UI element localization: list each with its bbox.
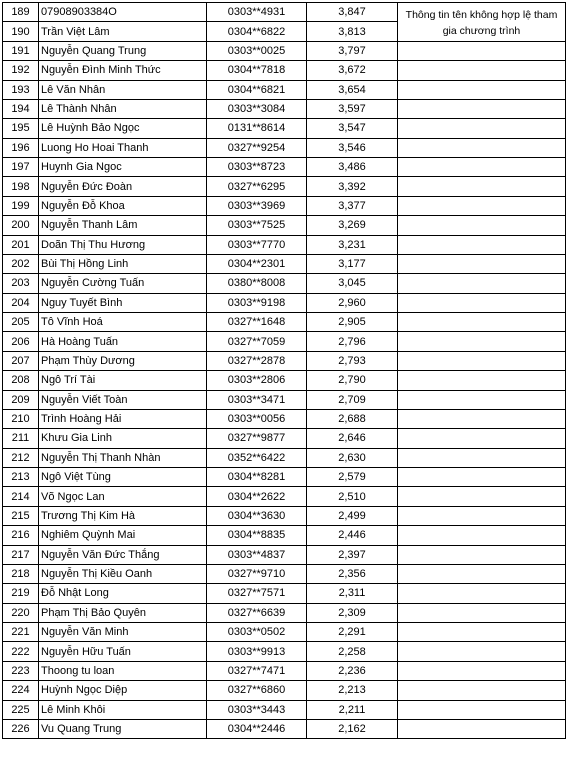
note-cell xyxy=(398,409,566,428)
note-cell xyxy=(398,158,566,177)
score-cell: 2,211 xyxy=(307,700,398,719)
phone-cell: 0131**8614 xyxy=(207,119,307,138)
phone-cell: 0327**6860 xyxy=(207,681,307,700)
note-cell xyxy=(398,545,566,564)
table-row xyxy=(3,99,566,118)
phone-cell: 0327**9877 xyxy=(207,429,307,448)
score-cell: 3,654 xyxy=(307,80,398,99)
score-cell: 2,960 xyxy=(307,293,398,312)
note-cell xyxy=(398,700,566,719)
name-cell: Lê Minh Khôi xyxy=(39,700,207,719)
rank-cell: 220 xyxy=(3,603,39,622)
table-row xyxy=(3,274,566,293)
name-cell: Huynh Gia Ngoc xyxy=(39,158,207,177)
note-cell xyxy=(398,468,566,487)
score-cell: 2,579 xyxy=(307,468,398,487)
score-cell: 3,547 xyxy=(307,119,398,138)
table-row xyxy=(3,3,566,22)
ranking-table xyxy=(2,2,566,739)
table-row xyxy=(3,468,566,487)
rank-cell: 211 xyxy=(3,429,39,448)
phone-cell: 0327**9710 xyxy=(207,564,307,583)
phone-cell: 0303**0056 xyxy=(207,409,307,428)
phone-cell: 0327**7571 xyxy=(207,584,307,603)
rank-cell: 201 xyxy=(3,235,39,254)
note-cell xyxy=(398,623,566,642)
note-cell xyxy=(398,506,566,525)
name-cell: Tô Vĩnh Hoá xyxy=(39,313,207,332)
phone-cell: 0327**2878 xyxy=(207,351,307,370)
table-row xyxy=(3,293,566,312)
name-cell: Nguyễn Thị Thanh Nhàn xyxy=(39,448,207,467)
table-row xyxy=(3,526,566,545)
score-cell: 2,446 xyxy=(307,526,398,545)
note-cell xyxy=(398,642,566,661)
name-cell: Trần Việt Lâm xyxy=(39,22,207,41)
note-cell xyxy=(398,564,566,583)
table-row xyxy=(3,409,566,428)
name-cell: Hà Hoàng Tuấn xyxy=(39,332,207,351)
name-cell: Nguyễn Đỗ Khoa xyxy=(39,196,207,215)
name-cell: Bùi Thị Hồng Linh xyxy=(39,254,207,273)
score-cell: 2,796 xyxy=(307,332,398,351)
note-cell xyxy=(398,661,566,680)
rank-cell: 223 xyxy=(3,661,39,680)
name-cell: Nguyễn Đức Đoàn xyxy=(39,177,207,196)
name-cell: Thoong tu loan xyxy=(39,661,207,680)
table-row xyxy=(3,564,566,583)
score-cell: 3,597 xyxy=(307,99,398,118)
name-cell: Nguyễn Thị Kiều Oanh xyxy=(39,564,207,583)
name-cell: Phạm Thị Bảo Quyên xyxy=(39,603,207,622)
rank-cell: 193 xyxy=(3,80,39,99)
rank-cell: 205 xyxy=(3,313,39,332)
score-cell: 2,790 xyxy=(307,371,398,390)
phone-cell: 0303**0025 xyxy=(207,41,307,60)
rank-cell: 217 xyxy=(3,545,39,564)
rank-cell: 208 xyxy=(3,371,39,390)
rank-cell: 219 xyxy=(3,584,39,603)
table-row xyxy=(3,80,566,99)
phone-cell: 0303**8723 xyxy=(207,158,307,177)
rank-cell: 204 xyxy=(3,293,39,312)
phone-cell: 0327**7471 xyxy=(207,661,307,680)
note-cell xyxy=(398,332,566,351)
table-row xyxy=(3,119,566,138)
note-cell xyxy=(398,526,566,545)
phone-cell: 0380**8008 xyxy=(207,274,307,293)
note-cell xyxy=(398,487,566,506)
table-row xyxy=(3,506,566,525)
phone-cell: 0304**7818 xyxy=(207,61,307,80)
phone-cell: 0304**6822 xyxy=(207,22,307,41)
note-cell xyxy=(398,681,566,700)
score-cell: 3,269 xyxy=(307,216,398,235)
phone-cell: 0303**0502 xyxy=(207,623,307,642)
rank-cell: 226 xyxy=(3,719,39,738)
note-cell xyxy=(398,371,566,390)
score-cell: 2,309 xyxy=(307,603,398,622)
invalid-info-note: Thông tin tên không hợp lệ tham gia chương trình xyxy=(398,3,566,42)
score-cell: 2,258 xyxy=(307,642,398,661)
table-row xyxy=(3,448,566,467)
table-row xyxy=(3,254,566,273)
table-row xyxy=(3,681,566,700)
name-cell: 07908903384O xyxy=(39,3,207,22)
name-cell: Luong Ho Hoai Thanh xyxy=(39,138,207,157)
table-row xyxy=(3,603,566,622)
phone-cell: 0303**4931 xyxy=(207,3,307,22)
phone-cell: 0327**6639 xyxy=(207,603,307,622)
score-cell: 3,546 xyxy=(307,138,398,157)
name-cell: Trình Hoàng Hải xyxy=(39,409,207,428)
table-row xyxy=(3,545,566,564)
rank-cell: 198 xyxy=(3,177,39,196)
note-cell xyxy=(398,196,566,215)
note-cell xyxy=(398,61,566,80)
rank-cell: 207 xyxy=(3,351,39,370)
phone-cell: 0304**8281 xyxy=(207,468,307,487)
table-row xyxy=(3,390,566,409)
table-row xyxy=(3,584,566,603)
phone-cell: 0304**8835 xyxy=(207,526,307,545)
rank-cell: 209 xyxy=(3,390,39,409)
name-cell: Nguyễn Văn Minh xyxy=(39,623,207,642)
note-cell xyxy=(398,390,566,409)
name-cell: Nguyễn Hữu Tuấn xyxy=(39,642,207,661)
phone-cell: 0327**9254 xyxy=(207,138,307,157)
rank-cell: 216 xyxy=(3,526,39,545)
name-cell: Đỗ Nhật Long xyxy=(39,584,207,603)
name-cell: Võ Ngọc Lan xyxy=(39,487,207,506)
phone-cell: 0327**6295 xyxy=(207,177,307,196)
rank-cell: 196 xyxy=(3,138,39,157)
note-cell xyxy=(398,429,566,448)
phone-cell: 0304**3630 xyxy=(207,506,307,525)
name-cell: Nghiêm Quỳnh Mai xyxy=(39,526,207,545)
phone-cell: 0303**9913 xyxy=(207,642,307,661)
rank-cell: 199 xyxy=(3,196,39,215)
phone-cell: 0303**7525 xyxy=(207,216,307,235)
score-cell: 2,646 xyxy=(307,429,398,448)
rank-cell: 215 xyxy=(3,506,39,525)
phone-cell: 0304**2301 xyxy=(207,254,307,273)
rank-cell: 225 xyxy=(3,700,39,719)
note-cell xyxy=(398,41,566,60)
score-cell: 2,356 xyxy=(307,564,398,583)
phone-cell: 0303**3084 xyxy=(207,99,307,118)
table-row xyxy=(3,138,566,157)
name-cell: Nguyễn Viết Toàn xyxy=(39,390,207,409)
score-cell: 3,231 xyxy=(307,235,398,254)
name-cell: Doãn Thị Thu Hương xyxy=(39,235,207,254)
phone-cell: 0327**7059 xyxy=(207,332,307,351)
score-cell: 2,793 xyxy=(307,351,398,370)
table-row xyxy=(3,216,566,235)
name-cell: Nguyễn Quang Trung xyxy=(39,41,207,60)
score-cell: 3,377 xyxy=(307,196,398,215)
name-cell: Khưu Gia Linh xyxy=(39,429,207,448)
rank-cell: 222 xyxy=(3,642,39,661)
note-cell xyxy=(398,351,566,370)
rank-cell: 214 xyxy=(3,487,39,506)
rank-cell: 189 xyxy=(3,3,39,22)
table-row xyxy=(3,351,566,370)
table-row xyxy=(3,487,566,506)
rank-cell: 210 xyxy=(3,409,39,428)
score-cell: 2,397 xyxy=(307,545,398,564)
note-cell xyxy=(398,313,566,332)
name-cell: Lê Văn Nhân xyxy=(39,80,207,99)
score-cell: 2,905 xyxy=(307,313,398,332)
name-cell: Ngô Trí Tài xyxy=(39,371,207,390)
rank-cell: 206 xyxy=(3,332,39,351)
note-cell xyxy=(398,274,566,293)
rank-cell: 221 xyxy=(3,623,39,642)
score-cell: 2,311 xyxy=(307,584,398,603)
note-cell xyxy=(398,119,566,138)
score-cell: 3,797 xyxy=(307,41,398,60)
table-row xyxy=(3,158,566,177)
rank-cell: 218 xyxy=(3,564,39,583)
name-cell: Nguyễn Cường Tuấn xyxy=(39,274,207,293)
note-cell xyxy=(398,603,566,622)
table-row xyxy=(3,61,566,80)
rank-cell: 224 xyxy=(3,681,39,700)
rank-cell: 202 xyxy=(3,254,39,273)
score-cell: 3,177 xyxy=(307,254,398,273)
table-row xyxy=(3,41,566,60)
phone-cell: 0303**4837 xyxy=(207,545,307,564)
note-cell xyxy=(398,138,566,157)
table-row xyxy=(3,177,566,196)
score-cell: 3,392 xyxy=(307,177,398,196)
phone-cell: 0352**6422 xyxy=(207,448,307,467)
note-cell xyxy=(398,177,566,196)
rank-cell: 190 xyxy=(3,22,39,41)
score-cell: 2,688 xyxy=(307,409,398,428)
name-cell: Huỳnh Ngọc Diệp xyxy=(39,681,207,700)
table-row xyxy=(3,642,566,661)
name-cell: Nguyễn Văn Đức Thắng xyxy=(39,545,207,564)
table-row xyxy=(3,332,566,351)
note-cell xyxy=(398,216,566,235)
note-cell xyxy=(398,80,566,99)
score-cell: 3,486 xyxy=(307,158,398,177)
score-cell: 3,847 xyxy=(307,3,398,22)
results-sheet xyxy=(2,2,566,739)
table-row xyxy=(3,623,566,642)
score-cell: 2,213 xyxy=(307,681,398,700)
score-cell: 2,291 xyxy=(307,623,398,642)
note-cell xyxy=(398,235,566,254)
score-cell: 2,510 xyxy=(307,487,398,506)
note-cell xyxy=(398,719,566,738)
rank-cell: 213 xyxy=(3,468,39,487)
phone-cell: 0304**2446 xyxy=(207,719,307,738)
table-row xyxy=(3,313,566,332)
rank-cell: 197 xyxy=(3,158,39,177)
note-cell xyxy=(398,99,566,118)
score-cell: 2,236 xyxy=(307,661,398,680)
table-row xyxy=(3,719,566,738)
phone-cell: 0303**7770 xyxy=(207,235,307,254)
phone-cell: 0304**6821 xyxy=(207,80,307,99)
phone-cell: 0303**2806 xyxy=(207,371,307,390)
table-row xyxy=(3,700,566,719)
table-row xyxy=(3,429,566,448)
rank-cell: 195 xyxy=(3,119,39,138)
ranking-table-body xyxy=(3,3,566,739)
rank-cell: 212 xyxy=(3,448,39,467)
name-cell: Lê Huỳnh Bảo Ngọc xyxy=(39,119,207,138)
note-cell xyxy=(398,584,566,603)
rank-cell: 192 xyxy=(3,61,39,80)
name-cell: Nguyễn Thanh Lâm xyxy=(39,216,207,235)
rank-cell: 203 xyxy=(3,274,39,293)
rank-cell: 194 xyxy=(3,99,39,118)
table-row xyxy=(3,196,566,215)
score-cell: 2,499 xyxy=(307,506,398,525)
note-cell xyxy=(398,293,566,312)
score-cell: 2,630 xyxy=(307,448,398,467)
table-row xyxy=(3,235,566,254)
note-cell xyxy=(398,448,566,467)
name-cell: Nguy Tuyết Bình xyxy=(39,293,207,312)
rank-cell: 191 xyxy=(3,41,39,60)
table-row xyxy=(3,661,566,680)
score-cell: 3,672 xyxy=(307,61,398,80)
phone-cell: 0303**3471 xyxy=(207,390,307,409)
rank-cell: 200 xyxy=(3,216,39,235)
score-cell: 2,709 xyxy=(307,390,398,409)
name-cell: Ngô Việt Tùng xyxy=(39,468,207,487)
name-cell: Trương Thị Kim Hà xyxy=(39,506,207,525)
score-cell: 3,045 xyxy=(307,274,398,293)
table-row xyxy=(3,371,566,390)
phone-cell: 0303**3969 xyxy=(207,196,307,215)
name-cell: Phạm Thùy Dương xyxy=(39,351,207,370)
name-cell: Lê Thành Nhân xyxy=(39,99,207,118)
note-cell xyxy=(398,254,566,273)
name-cell: Vu Quang Trung xyxy=(39,719,207,738)
phone-cell: 0303**9198 xyxy=(207,293,307,312)
phone-cell: 0304**2622 xyxy=(207,487,307,506)
phone-cell: 0303**3443 xyxy=(207,700,307,719)
score-cell: 3,813 xyxy=(307,22,398,41)
phone-cell: 0327**1648 xyxy=(207,313,307,332)
name-cell: Nguyễn Đình Minh Thức xyxy=(39,61,207,80)
score-cell: 2,162 xyxy=(307,719,398,738)
